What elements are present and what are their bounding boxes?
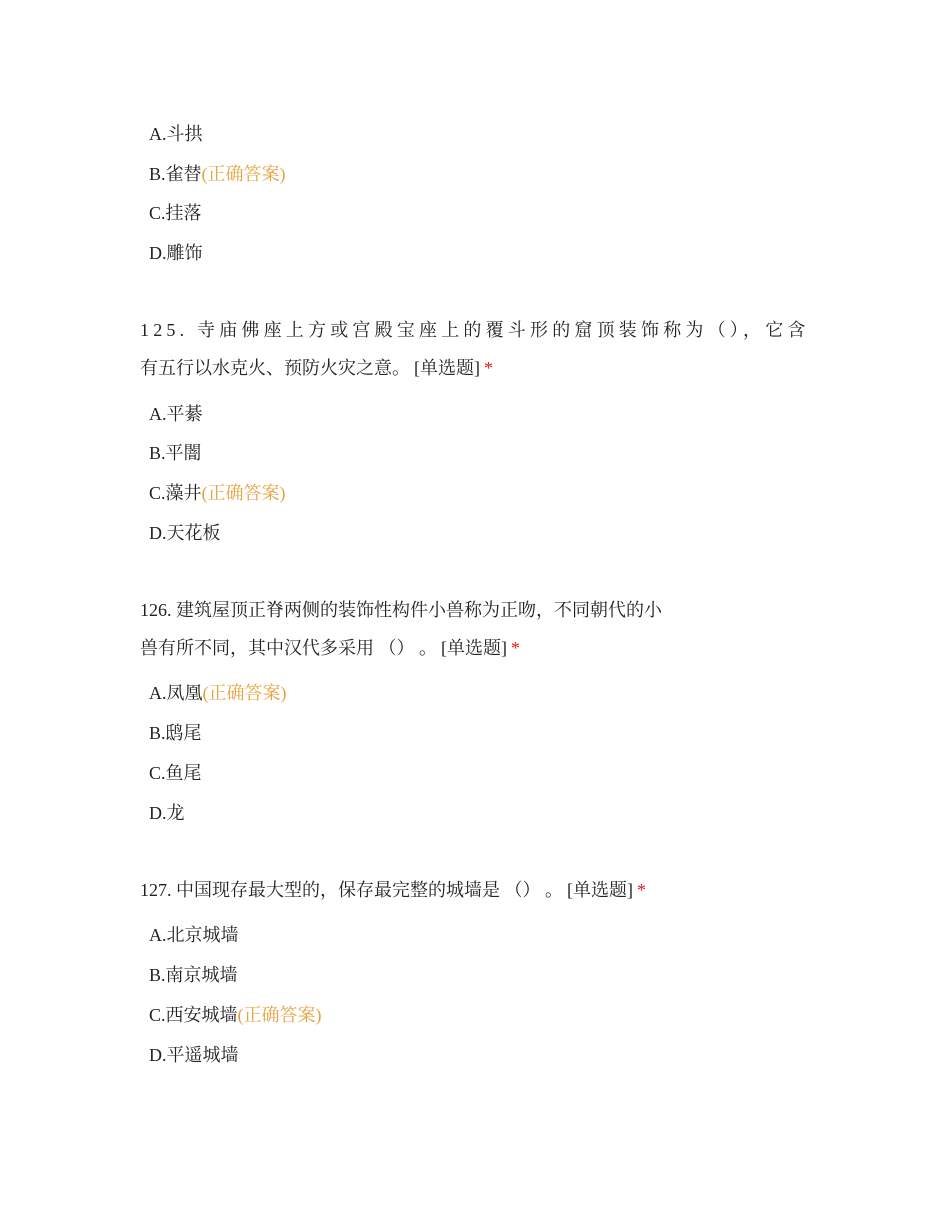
q126-title-line1: 126. 建筑屋顶正脊两侧的装饰性构件小兽称为正吻，不同朝代的小 (140, 600, 662, 620)
q126-option-b[interactable] (149, 721, 202, 745)
q124-option-c[interactable] (149, 201, 202, 225)
option-label: C.西安城墙 (149, 1005, 238, 1025)
required-mark: * (484, 358, 493, 378)
option-label: A.斗拱 (149, 124, 203, 144)
q127-option-b[interactable] (149, 963, 238, 987)
option-label: C.挂落 (149, 203, 202, 223)
correct-answer-marker: (正确答案) (237, 1005, 322, 1025)
option-label: C.藻井 (149, 483, 202, 503)
option-label: A.凤凰 (149, 683, 203, 703)
correct-answer-marker: (正确答案) (201, 164, 286, 184)
option-label: B.鸱尾 (149, 723, 202, 743)
q125-title-line2 (140, 356, 493, 380)
q127-option-d[interactable] (149, 1043, 239, 1067)
question-type-tag: [单选题] (441, 638, 507, 658)
q126-option-d[interactable] (149, 801, 185, 825)
correct-answer-marker: (正确答案) (201, 483, 286, 503)
q126-option-a[interactable] (149, 681, 287, 705)
q124-option-a[interactable] (149, 122, 203, 146)
required-mark: * (511, 638, 520, 658)
question-text: 兽有所不同，其中汉代多采用 （） 。 (140, 638, 437, 658)
option-label: B.雀替 (149, 164, 202, 184)
option-label: A.平綦 (149, 404, 203, 424)
q125-option-c[interactable] (149, 481, 286, 505)
question-type-tag: [单选题] (567, 880, 633, 900)
option-label: A.北京城墙 (149, 925, 239, 945)
option-label: D.雕饰 (149, 243, 203, 263)
correct-answer-marker: (正确答案) (202, 683, 287, 703)
required-mark: * (637, 880, 646, 900)
question-type-tag: [单选题] (414, 358, 480, 378)
option-label: D.平遥城墙 (149, 1045, 239, 1065)
q125-option-d[interactable] (149, 521, 221, 545)
q126-title-line2 (140, 636, 520, 660)
option-label: D.龙 (149, 803, 185, 823)
q124-option-b[interactable] (149, 162, 286, 186)
q125-option-b[interactable] (149, 441, 202, 465)
option-label: D.天花板 (149, 523, 221, 543)
q127-option-a[interactable] (149, 923, 239, 947)
option-label: B.平闇 (149, 443, 202, 463)
question-text: 有五行以水克火、预防火灾之意。 (140, 358, 410, 378)
q125-option-a[interactable] (149, 402, 203, 426)
q124-option-d[interactable] (149, 241, 203, 265)
q125-title-line1: 125. 寺庙佛座上方或宫殿宝座上的覆斗形的窟顶装饰称为（），它含 (140, 320, 810, 340)
option-label: B.南京城墙 (149, 965, 238, 985)
question-text: 127. 中国现存最大型的，保存最完整的城墙是 （） 。 (140, 880, 563, 900)
q127-option-c[interactable] (149, 1003, 322, 1027)
q127-title-line1 (140, 878, 646, 902)
option-label: C.鱼尾 (149, 763, 202, 783)
q126-option-c[interactable] (149, 761, 202, 785)
